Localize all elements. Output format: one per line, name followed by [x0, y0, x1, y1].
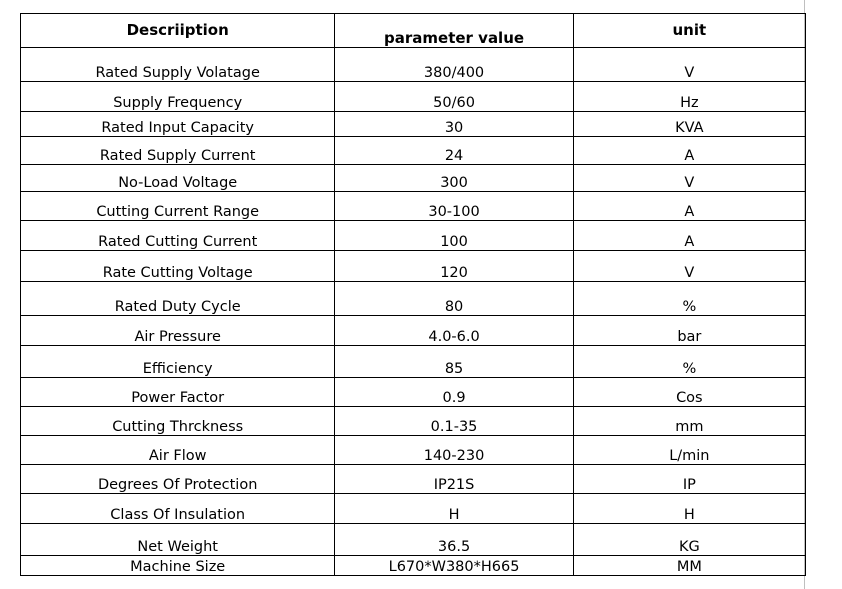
table-row — [21, 282, 806, 316]
row-unit: mm — [573, 407, 805, 436]
row-description: Rated Input Capacity — [21, 112, 335, 137]
row-description: Net Weight — [21, 524, 335, 556]
table-row — [21, 556, 806, 576]
table-row — [21, 436, 806, 465]
row-unit: V — [573, 251, 805, 282]
row-parameter-value: 24 — [335, 137, 573, 165]
table-header-row — [21, 14, 806, 48]
table-row — [21, 165, 806, 192]
row-description: Rated Cutting Current — [21, 221, 335, 251]
table-row — [21, 192, 806, 221]
row-description: Air Pressure — [21, 316, 335, 346]
table-row — [21, 346, 806, 378]
table-row — [21, 251, 806, 282]
row-unit: bar — [573, 316, 805, 346]
row-parameter-value: H — [335, 494, 573, 524]
row-description: Power Factor — [21, 378, 335, 407]
row-description: Cutting Thrckness — [21, 407, 335, 436]
row-parameter-value: 30 — [335, 112, 573, 137]
specification-table — [20, 13, 806, 576]
row-parameter-value: IP21S — [335, 465, 573, 494]
table-row — [21, 407, 806, 436]
row-parameter-value: 80 — [335, 282, 573, 316]
row-description: Supply Frequency — [21, 82, 335, 112]
row-description: Air Flow — [21, 436, 335, 465]
table-row — [21, 378, 806, 407]
row-parameter-value: 300 — [335, 165, 573, 192]
row-unit: KVA — [573, 112, 805, 137]
header-unit: unit — [573, 14, 805, 48]
row-unit: A — [573, 137, 805, 165]
row-description: Machine Size — [21, 556, 335, 576]
table-row — [21, 48, 806, 82]
row-description: Cutting Current Range — [21, 192, 335, 221]
table-row — [21, 524, 806, 556]
table-row — [21, 82, 806, 112]
header-description: Descriiption — [21, 14, 335, 48]
table-row — [21, 465, 806, 494]
row-unit: % — [573, 282, 805, 316]
table-row — [21, 137, 806, 165]
row-unit: MM — [573, 556, 805, 576]
row-unit: Cos — [573, 378, 805, 407]
row-unit: H — [573, 494, 805, 524]
table-row — [21, 494, 806, 524]
row-parameter-value: 0.9 — [335, 378, 573, 407]
row-unit: V — [573, 165, 805, 192]
row-parameter-value: 50/60 — [335, 82, 573, 112]
row-unit: IP — [573, 465, 805, 494]
row-parameter-value: 140-230 — [335, 436, 573, 465]
row-parameter-value: 85 — [335, 346, 573, 378]
row-unit: A — [573, 221, 805, 251]
row-description: Class Of Insulation — [21, 494, 335, 524]
row-description: Degrees Of Protection — [21, 465, 335, 494]
row-description: Rate Cutting Voltage — [21, 251, 335, 282]
row-description: No-Load Voltage — [21, 165, 335, 192]
row-parameter-value: 30-100 — [335, 192, 573, 221]
row-unit: A — [573, 192, 805, 221]
row-unit: KG — [573, 524, 805, 556]
row-description: Rated Duty Cycle — [21, 282, 335, 316]
row-parameter-value: 4.0-6.0 — [335, 316, 573, 346]
table-row — [21, 221, 806, 251]
table-row — [21, 316, 806, 346]
row-description: Efficiency — [21, 346, 335, 378]
row-unit: V — [573, 48, 805, 82]
row-unit: Hz — [573, 82, 805, 112]
row-description: Rated Supply Volatage — [21, 48, 335, 82]
row-parameter-value: L670*W380*H665 — [335, 556, 573, 576]
table-row — [21, 112, 806, 137]
row-parameter-value: 120 — [335, 251, 573, 282]
row-parameter-value: 36.5 — [335, 524, 573, 556]
table-body — [21, 48, 806, 576]
row-parameter-value: 0.1-35 — [335, 407, 573, 436]
row-unit: % — [573, 346, 805, 378]
row-parameter-value: 100 — [335, 221, 573, 251]
row-parameter-value: 380/400 — [335, 48, 573, 82]
header-parameter-value: parameter value — [335, 14, 573, 48]
row-unit: L/min — [573, 436, 805, 465]
row-description: Rated Supply Current — [21, 137, 335, 165]
